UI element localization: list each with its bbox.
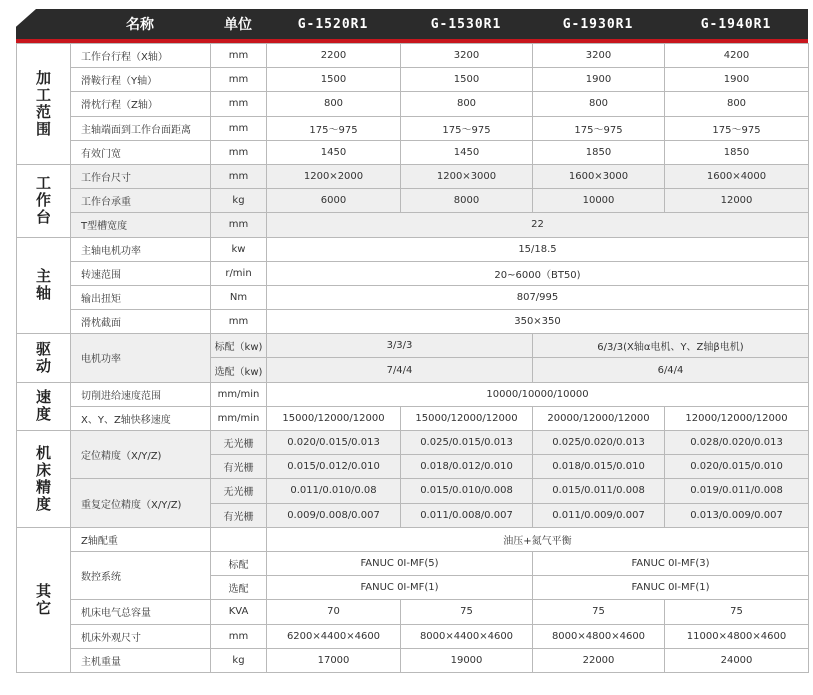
value-cell: 0.020/0.015/0.013 [267, 431, 401, 455]
value-cell: 75 [533, 600, 665, 624]
item-label: 输出扭矩 [71, 285, 211, 309]
item-label: Z轴配重 [71, 527, 211, 551]
unit-cell: r/min [211, 261, 267, 285]
value-cell: 22000 [533, 648, 665, 672]
value-cell-merged: 20~6000（BT50) [267, 261, 809, 285]
table-row [17, 406, 809, 430]
value-cell: 1500 [401, 68, 533, 92]
value-cell-merged: 3/3/3 [267, 334, 533, 358]
value-cell: 175～975 [533, 116, 665, 140]
value-cell: 175～975 [401, 116, 533, 140]
value-cell: 0.011/0.008/0.007 [401, 503, 533, 527]
value-cell: 800 [401, 92, 533, 116]
item-label: 机床电气总容量 [71, 600, 211, 624]
table-row [17, 261, 809, 285]
group-label [17, 527, 71, 672]
table-row [17, 431, 809, 455]
value-cell: 175～975 [267, 116, 401, 140]
item-label: 工作台尺寸 [71, 164, 211, 188]
unit-cell: mm [211, 116, 267, 140]
item-label: 工作台行程（X轴） [71, 44, 211, 68]
group-text: 速 度 [35, 388, 51, 424]
table-row [17, 551, 809, 575]
value-cell: 2200 [267, 44, 401, 68]
unit-cell: mm [211, 310, 267, 334]
value-cell: 1900 [665, 68, 809, 92]
table-row [17, 164, 809, 188]
unit-cell: 有光栅 [211, 503, 267, 527]
table-row [17, 285, 809, 309]
value-cell: 10000 [533, 189, 665, 213]
value-cell: 19000 [401, 648, 533, 672]
value-cell-merged: 350×350 [267, 310, 809, 334]
item-label: 工作台承重 [71, 189, 211, 213]
value-cell: 0.015/0.012/0.010 [267, 455, 401, 479]
value-cell: 1850 [533, 140, 665, 164]
value-cell: 12000 [665, 189, 809, 213]
item-label: 主轴电机功率 [71, 237, 211, 261]
item-label: 切削进给速度范围 [71, 382, 211, 406]
value-cell: 0.011/0.010/0.08 [267, 479, 401, 503]
header-slant [0, 9, 36, 41]
item-label: 滑枕行程（Z轴） [71, 92, 211, 116]
value-cell: 11000×4800×4600 [665, 624, 809, 648]
unit-cell: kg [211, 189, 267, 213]
header-model-2: G-1530R1 [430, 17, 502, 32]
group-label [17, 431, 71, 528]
table-row [17, 648, 809, 672]
table-row [17, 44, 809, 68]
unit-cell: kg [211, 648, 267, 672]
unit-cell: mm [211, 213, 267, 237]
unit-cell [211, 527, 267, 551]
unit-cell: 标配 [211, 551, 267, 575]
unit-cell: mm [211, 68, 267, 92]
table-row [17, 527, 809, 551]
value-cell: 800 [533, 92, 665, 116]
item-label: 数控系统 [71, 551, 211, 599]
value-cell: 12000/12000/12000 [665, 406, 809, 430]
value-cell: 0.028/0.020/0.013 [665, 431, 809, 455]
table-row [17, 213, 809, 237]
value-cell: 3200 [401, 44, 533, 68]
item-label: 滑枕截面 [71, 310, 211, 334]
group-text: 加 工 范 围 [35, 68, 51, 138]
unit-cell: 无光栅 [211, 479, 267, 503]
value-cell: 0.009/0.008/0.007 [267, 503, 401, 527]
header-model-3: G-1930R1 [562, 17, 634, 32]
table-row [17, 116, 809, 140]
value-cell: 15000/12000/12000 [267, 406, 401, 430]
value-cell: 800 [665, 92, 809, 116]
value-cell: 6000 [267, 189, 401, 213]
table-row [17, 600, 809, 624]
unit-cell: mm/min [211, 406, 267, 430]
item-label: 电机功率 [71, 334, 211, 382]
value-cell-merged: 油压+氮气平衡 [267, 527, 809, 551]
value-cell: 0.011/0.009/0.007 [533, 503, 665, 527]
value-cell: 24000 [665, 648, 809, 672]
group-label [17, 382, 71, 430]
value-cell: 0.018/0.015/0.010 [533, 455, 665, 479]
value-cell-merged: 7/4/4 [267, 358, 533, 382]
value-cell-merged: FANUC 0I-MF(1) [533, 576, 809, 600]
unit-cell: mm [211, 164, 267, 188]
value-cell: 1900 [533, 68, 665, 92]
value-cell-merged: 10000/10000/10000 [267, 382, 809, 406]
value-cell: 1600×3000 [533, 164, 665, 188]
value-cell: 75 [665, 600, 809, 624]
spec-table [16, 43, 809, 673]
value-cell: 0.018/0.012/0.010 [401, 455, 533, 479]
group-text: 机 床 精 度 [35, 443, 51, 513]
value-cell-merged: 807/995 [267, 285, 809, 309]
value-cell: 0.025/0.020/0.013 [533, 431, 665, 455]
group-text: 驱 动 [35, 339, 51, 375]
value-cell: 4200 [665, 44, 809, 68]
item-label: X、Y、Z轴快移速度 [71, 406, 211, 430]
value-cell: 1450 [401, 140, 533, 164]
value-cell: 15000/12000/12000 [401, 406, 533, 430]
value-cell: 0.015/0.010/0.008 [401, 479, 533, 503]
group-label [17, 164, 71, 237]
value-cell: 800 [267, 92, 401, 116]
value-cell: 0.020/0.015/0.010 [665, 455, 809, 479]
table-row [17, 479, 809, 503]
item-label: T型槽宽度 [71, 213, 211, 237]
value-cell-merged: 15/18.5 [267, 237, 809, 261]
value-cell: 6200×4400×4600 [267, 624, 401, 648]
value-cell: 1600×4000 [665, 164, 809, 188]
header-name: 名称 [126, 17, 154, 33]
table-row [17, 624, 809, 648]
value-cell: 0.025/0.015/0.013 [401, 431, 533, 455]
unit-cell: 有光栅 [211, 455, 267, 479]
unit-cell: 选配 [211, 576, 267, 600]
table-row [17, 237, 809, 261]
table-row [17, 68, 809, 92]
item-label: 重复定位精度（X/Y/Z) [71, 479, 211, 527]
table-row [17, 92, 809, 116]
item-label: 定位精度（X/Y/Z) [71, 431, 211, 479]
item-label: 滑鞍行程（Y轴） [71, 68, 211, 92]
item-label: 转速范围 [71, 261, 211, 285]
group-label [17, 334, 71, 382]
group-text: 主 轴 [35, 267, 51, 303]
value-cell: 8000×4800×4600 [533, 624, 665, 648]
header-model-1: G-1520R1 [297, 17, 369, 32]
table-row [17, 140, 809, 164]
value-cell: 3200 [533, 44, 665, 68]
value-cell: 1200×2000 [267, 164, 401, 188]
value-cell-merged: 6/3/3(X轴α电机、Y、Z轴β电机) [533, 334, 809, 358]
unit-cell: KVA [211, 600, 267, 624]
unit-cell: mm [211, 140, 267, 164]
group-label [17, 44, 71, 165]
unit-cell: mm [211, 624, 267, 648]
group-text: 工 作 台 [35, 174, 51, 227]
table-row [17, 334, 809, 358]
unit-cell: 无光栅 [211, 431, 267, 455]
value-cell-merged: FANUC 0I-MF(1) [267, 576, 533, 600]
group-text: 其 它 [35, 581, 51, 617]
unit-cell: Nm [211, 285, 267, 309]
value-cell-merged: FANUC 0I-MF(3) [533, 551, 809, 575]
value-cell: 1850 [665, 140, 809, 164]
unit-cell: kw [211, 237, 267, 261]
item-label: 机床外观尺寸 [71, 624, 211, 648]
group-label [17, 237, 71, 334]
value-cell: 1450 [267, 140, 401, 164]
header-model-4: G-1940R1 [700, 17, 772, 32]
unit-cell: mm [211, 44, 267, 68]
header-unit: 单位 [224, 17, 252, 33]
value-cell: 8000 [401, 189, 533, 213]
value-cell: 1500 [267, 68, 401, 92]
value-cell: 0.013/0.009/0.007 [665, 503, 809, 527]
unit-cell: 选配（kw) [211, 358, 267, 382]
value-cell: 70 [267, 600, 401, 624]
value-cell: 1200×3000 [401, 164, 533, 188]
value-cell-merged: 22 [267, 213, 809, 237]
value-cell: 75 [401, 600, 533, 624]
table-row [17, 310, 809, 334]
value-cell: 8000×4400×4600 [401, 624, 533, 648]
table-row [17, 189, 809, 213]
item-label: 主轴端面到工作台面距离 [71, 116, 211, 140]
unit-cell: 标配（kw) [211, 334, 267, 358]
value-cell: 175～975 [665, 116, 809, 140]
value-cell: 0.019/0.011/0.008 [665, 479, 809, 503]
unit-cell: mm/min [211, 382, 267, 406]
value-cell-merged: 6/4/4 [533, 358, 809, 382]
item-label: 有效门宽 [71, 140, 211, 164]
value-cell: 17000 [267, 648, 401, 672]
value-cell-merged: FANUC 0I-MF(5) [267, 551, 533, 575]
table-row [17, 382, 809, 406]
item-label: 主机重量 [71, 648, 211, 672]
unit-cell: mm [211, 92, 267, 116]
value-cell: 20000/12000/12000 [533, 406, 665, 430]
value-cell: 0.015/0.011/0.008 [533, 479, 665, 503]
